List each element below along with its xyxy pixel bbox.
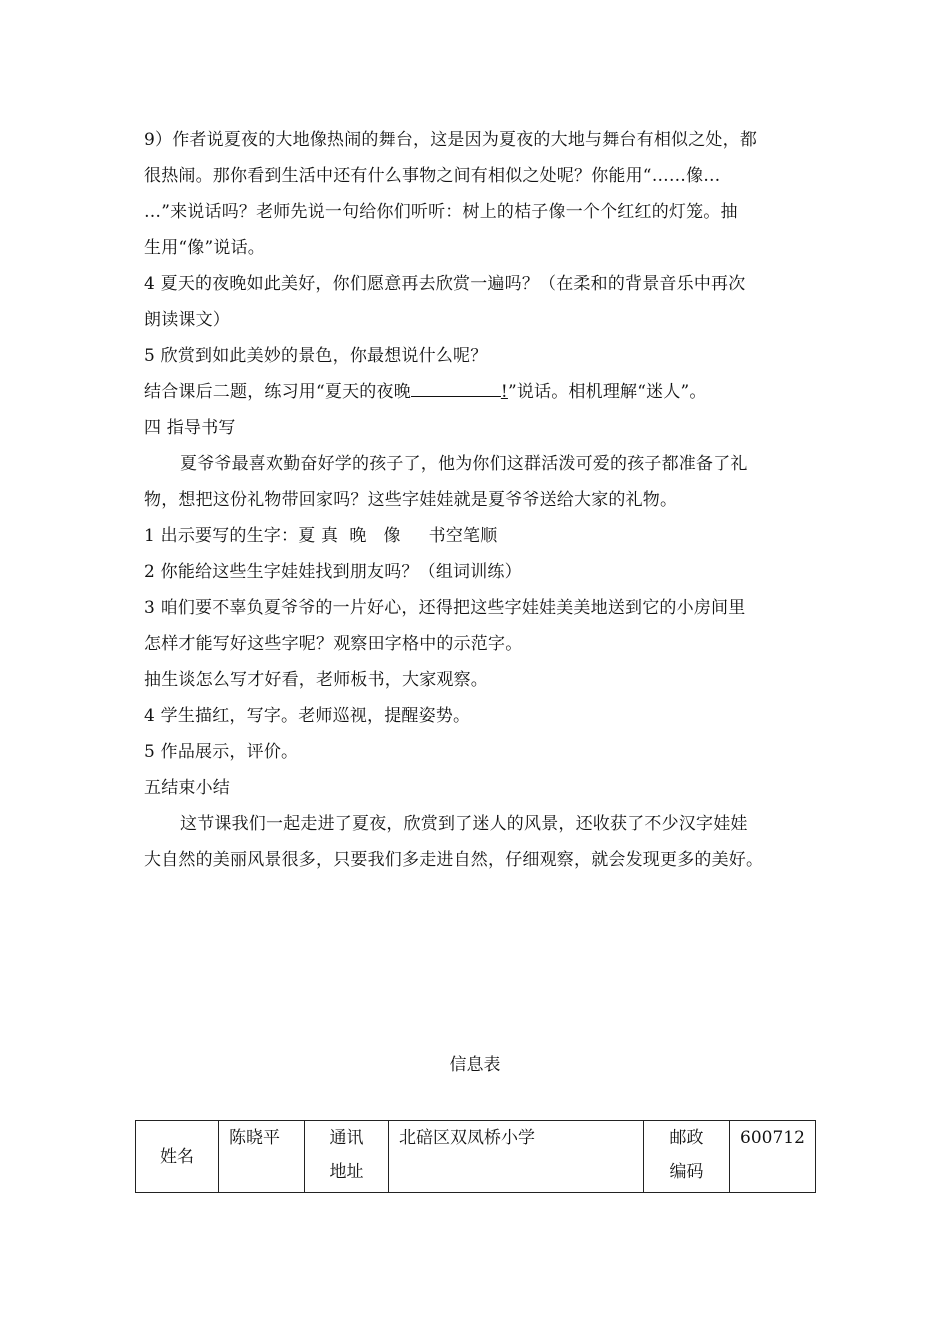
body-line-6: 朗读课文）	[144, 310, 230, 330]
section4-line-5: 3 咱们要不辜负夏爷爷的一片好心，还得把这些字娃娃美美地送到它的小房间里	[144, 598, 746, 618]
name-label: 姓名	[160, 1146, 194, 1167]
postcode-value: 600712	[740, 1128, 805, 1148]
postcode-label-line-1: 邮政	[669, 1128, 704, 1148]
name-value: 陈晓平	[229, 1128, 280, 1148]
info-table	[135, 1120, 816, 1193]
info-table-title: 信息表	[449, 1055, 501, 1075]
name-value-cell	[219, 1121, 305, 1193]
section4-line-8: 4 学生描红，写字。老师巡视，提醒姿势。	[144, 706, 471, 726]
section4-line-7: 抽生谈怎么写才好看，老师板书，大家观察。	[144, 670, 488, 690]
body-line-3: …”来说话吗？老师先说一句给你们听听：树上的桔子像一个个红红的灯笼。抽	[144, 202, 738, 222]
document-body	[144, 122, 812, 878]
info-table-row	[136, 1121, 816, 1193]
fill-in-blank-mark: !	[500, 382, 508, 402]
address-label-line-2: 地址	[329, 1162, 364, 1182]
address-label-line-1: 通讯	[329, 1128, 364, 1148]
fill-in-after: ”说话。相机理解“迷人”。	[507, 382, 707, 402]
body-line-4: 生用“像”说话。	[144, 238, 265, 258]
body-line-5: 4 夏天的夜晚如此美好，你们愿意再去欣赏一遍吗？（在柔和的背景音乐中再次	[144, 274, 746, 294]
section5-line-2: 大自然的美丽风景很多，只要我们多走进自然，仔细观察，就会发现更多的美好。	[144, 850, 764, 870]
section4-line-3: 1 出示要写的生字：夏 真 晚 像 书空笔顺	[144, 526, 498, 546]
postcode-label-cell	[644, 1121, 730, 1193]
section-title-guided-writing: 四 指导书写	[144, 418, 236, 438]
body-line-7: 5 欣赏到如此美妙的景色，你最想说什么呢？	[144, 346, 488, 366]
section4-line-1: 夏爷爷最喜欢勤奋好学的孩子了，他为你们这群活泼可爱的孩子都准备了礼	[180, 454, 748, 474]
body-line-2: 很热闹。那你看到生活中还有什么事物之间有相似之处呢？你能用“……像…	[144, 166, 721, 186]
body-line-1: 9）作者说夏夜的大地像热闹的舞台，这是因为夏夜的大地与舞台有相似之处，都	[144, 130, 758, 150]
address-value-cell	[389, 1121, 644, 1193]
section-title-summary: 五结束小结	[144, 778, 230, 798]
section5-line-1: 这节课我们一起走进了夏夜，欣赏到了迷人的风景，还收获了不少汉字娃娃	[180, 814, 748, 834]
section4-line-4: 2 你能给这些生字娃娃找到朋友吗？（组词训练）	[144, 562, 522, 582]
section4-line-9: 5 作品展示，评价。	[144, 742, 299, 762]
section4-line-2: 物，想把这份礼物带回家吗？这些字娃娃就是夏爷爷送给大家的礼物。	[144, 490, 678, 510]
fill-in-blank	[411, 374, 501, 397]
postcode-value-cell	[730, 1121, 816, 1193]
address-label-cell	[305, 1121, 389, 1193]
fill-in-line	[144, 374, 812, 410]
section4-line-6: 怎样才能写好这些字呢？观察田字格中的示范字。	[144, 634, 523, 654]
address-value: 北碚区双凤桥小学	[399, 1128, 535, 1148]
fill-in-before: 结合课后二题，练习用“夏天的夜晚	[144, 382, 411, 402]
postcode-label-line-2: 编码	[669, 1162, 704, 1182]
name-label-cell	[136, 1121, 219, 1193]
